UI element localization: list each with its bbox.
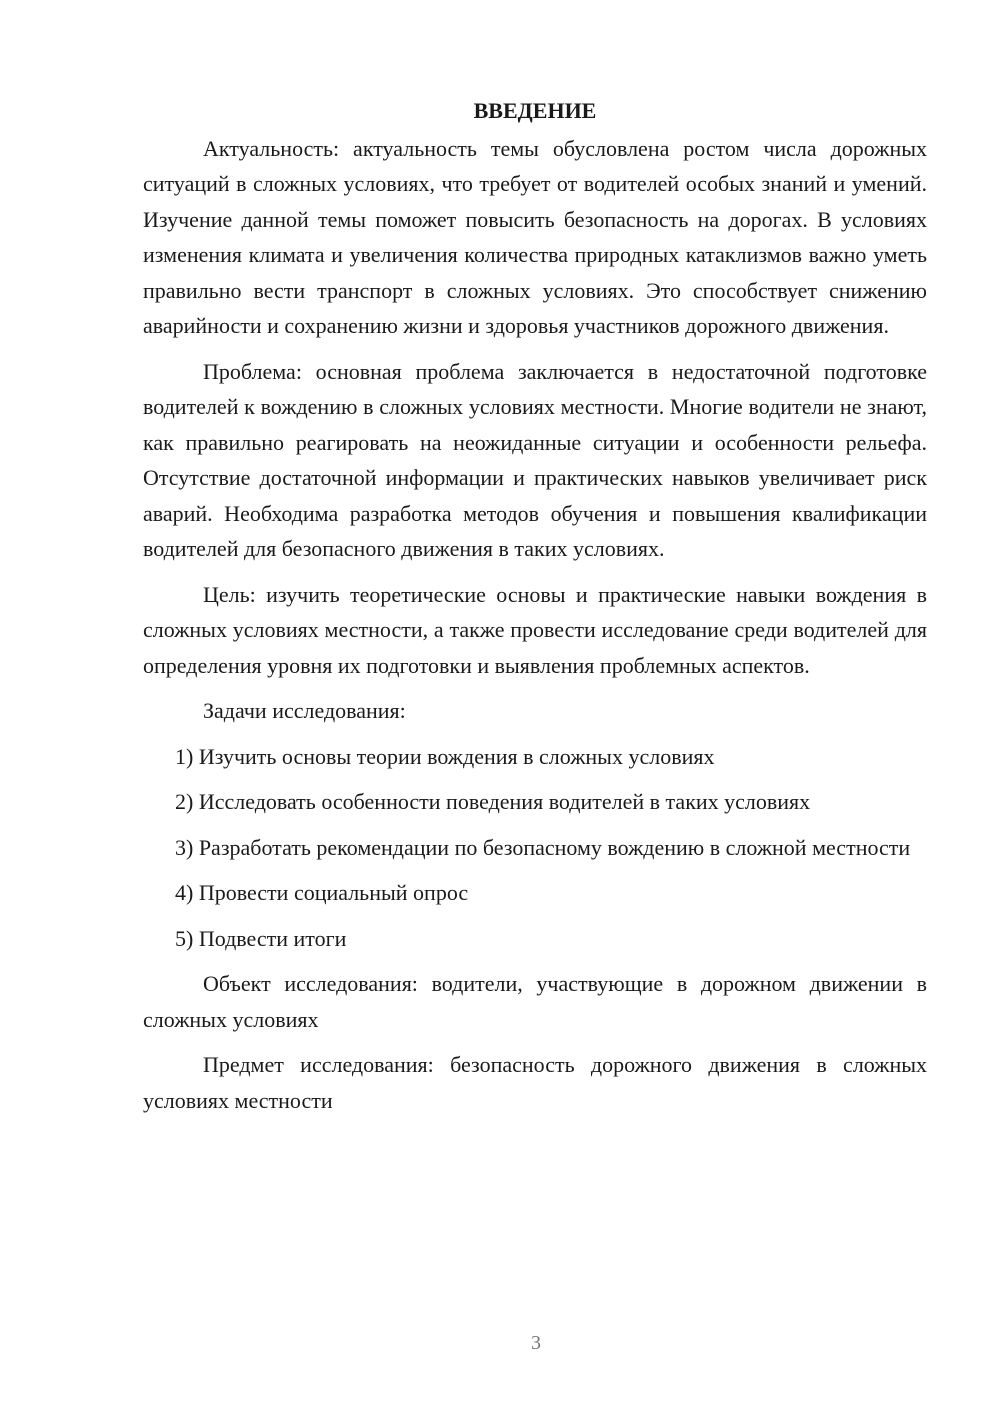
goal-paragraph: Цель: изучить теоретические основы и практические навыки вождения в сложных условиях местности, а также провести исследование среди водителей для определения уровня их подготовки и выявления проблемных аспектов. [143, 581, 927, 678]
task-item-3: 3) Разработать рекомендации по безопасному вождению в сложной местности [175, 834, 911, 860]
task-item-5: 5) Подвести итоги [175, 925, 347, 951]
problem-paragraph: Проблема: основная проблема заключается в недостаточной подготовке водителей к вождению в сложных условиях местности. Многие водители не знают, как правильно реагировать на неожиданные ситуации и особенности рельефа. Отсутствие достаточной информации и практических навыков увеличивает риск аварий. Необходима разработка методов обучения и повышения квалификации водителей для безопасного движения в таких условиях. [143, 358, 927, 561]
task-item-1: 1) Изучить основы теории вождения в сложных условиях [175, 743, 715, 769]
subject-paragraph: Предмет исследования: безопасность дорожного движения в сложных условиях местности [143, 1052, 927, 1113]
page-title: ВВЕДЕНИЕ [473, 98, 597, 123]
object-paragraph: Объект исследования: водители, участвующие в дорожном движении в сложных условиях [143, 971, 927, 1032]
page-content [143, 93, 927, 1128]
task-item-2: 2) Исследовать особенности поведения водителей в таких условиях [175, 789, 811, 814]
page-number: 3 [531, 1332, 541, 1354]
task-item-4: 4) Провести социальный опрос [175, 880, 469, 905]
relevance-paragraph: Актуальность: актуальность темы обусловлена ростом числа дорожных ситуаций в сложных условиях, что требует от водителей особых знаний и умений. Изучение данной темы поможет повысить безопасность на дорогах. В условиях изменения климата и увеличения количества природных катаклизмов важно уметь правильно вести транспорт в сложных условиях. Это способствует снижению аварийности и сохранению жизни и здоровья участников дорожного движения. [143, 135, 927, 338]
tasks-heading: Задачи исследования: [203, 698, 406, 723]
